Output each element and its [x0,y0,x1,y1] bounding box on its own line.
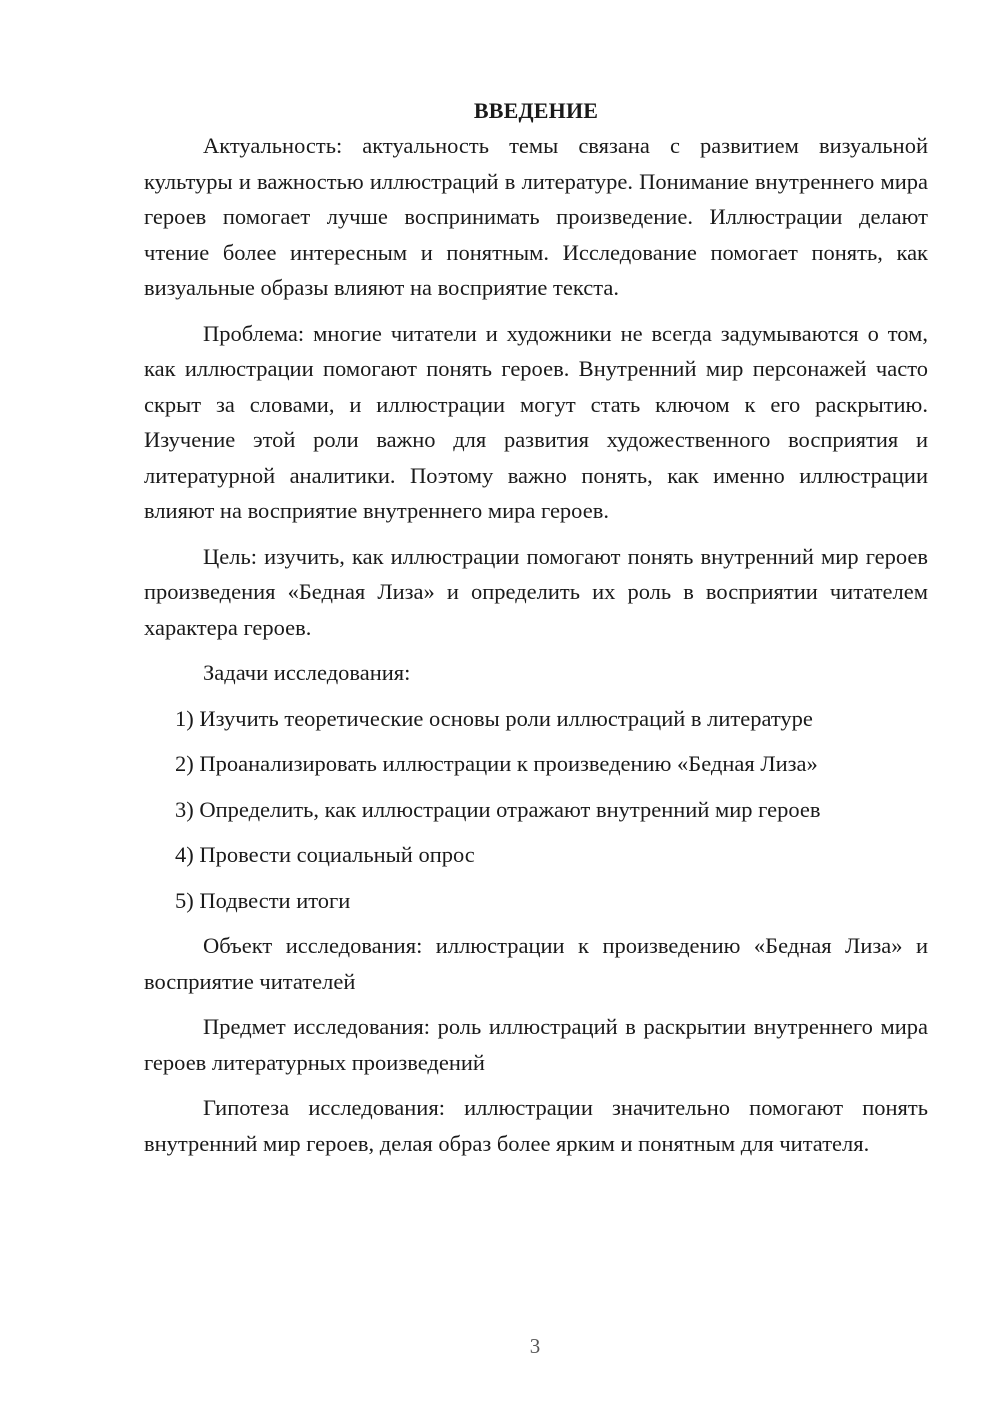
page-number: 3 [529,1334,541,1358]
document-page [144,96,928,1171]
paragraph-problem: Проблема: многие читатели и художники не всегда задумываются о том, как иллюстрации помогают понять героев. Внутренний мир персонажей часто скрыт за словами, и иллюстрации могут стать ключом к его раскрытию. Изучение этой роли важно для развития художественного восприятия и литературной аналитики. Поэтому важно понять, как именно иллюстрации влияют на восприятие внутреннего мира героев. [144,320,928,523]
document-title: ВВЕДЕНИЕ [473,98,599,123]
list-item: 3) Определить, как иллюстрации отражают внутренний мир героев [175,796,821,822]
paragraph-relevance: Актуальность: актуальность темы связана с развитием визуальной культуры и важностью иллюстраций в литературе. Понимание внутреннего мира героев помогает лучше воспринимать произведение. Иллюстрации делают чтение более интересным и понятным. Исследование помогает понять, как визуальные образы влияют на восприятие текста. [144,133,928,300]
list-item: 1) Изучить теоретические основы роли иллюстраций в литературе [175,705,813,731]
list-item: 5) Подвести итоги [175,887,351,913]
paragraph-tasks-heading: Задачи исследования: [203,660,411,685]
paragraph-goal: Цель: изучить, как иллюстрации помогают понять внутренний мир героев произведения «Бедная Лиза» и определить их роль в восприятии читателем характера героев. [144,543,928,640]
list-item: 4) Провести социальный опрос [175,842,475,867]
paragraph-object: Объект исследования: иллюстрации к произведению «Бедная Лиза» и восприятие читателей [144,933,928,994]
list-item: 2) Проанализировать иллюстрации к произведению «Бедная Лиза» [175,751,818,776]
tasks-list [144,701,928,919]
paragraph-hypothesis: Гипотеза исследования: иллюстрации значительно помогают понять внутренний мир героев, делая образ более ярким и понятным для читателя. [144,1095,928,1156]
paragraph-subject: Предмет исследования: роль иллюстраций в раскрытии внутреннего мира героев литературных произведений [144,1014,928,1075]
